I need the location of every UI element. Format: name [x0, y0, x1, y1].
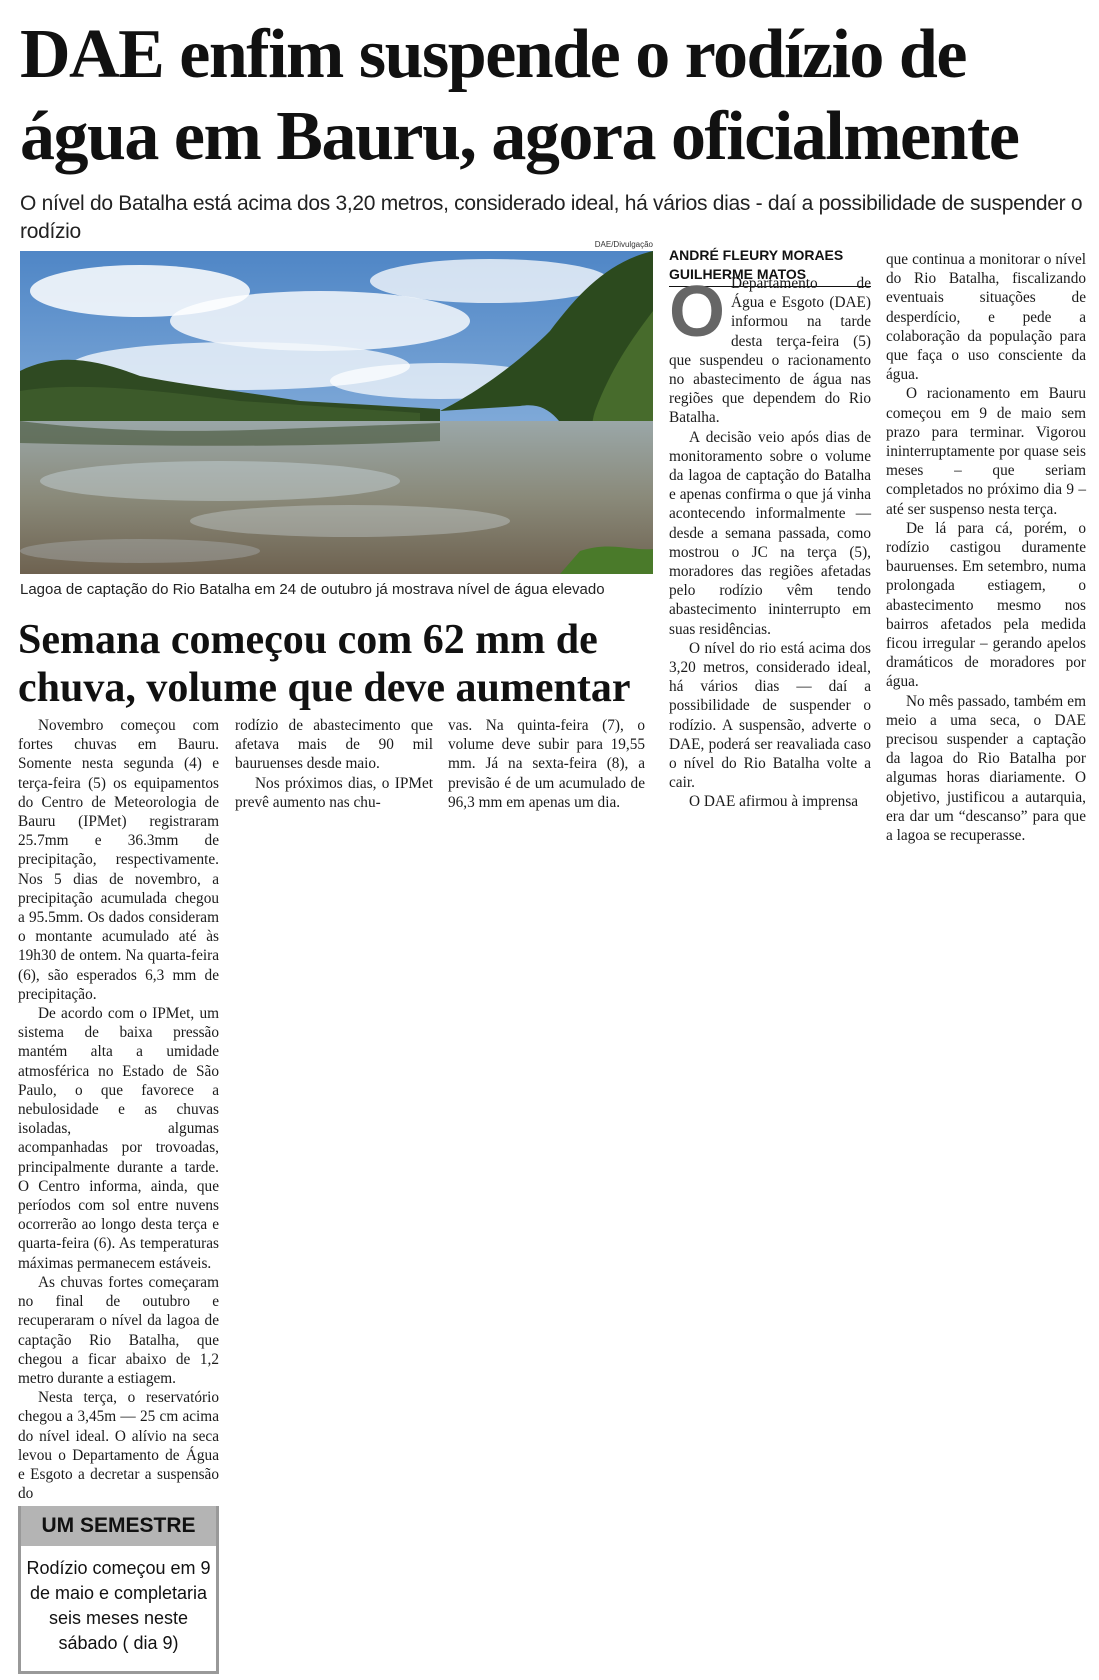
paragraph: O Departamento de Água e Esgoto (DAE) informou na tarde desta terça-feira (5) que suspendeu o racionamento no abastecimento de água nas regiões que dependem do Rio Batalha.: [669, 272, 871, 427]
paragraph: vas. Na quinta-feira (7), o volume deve subir para 19,55 mm. Já na sexta-feira (8), a previsão é de um acumulado de 96,3 mm em apenas um dia.: [448, 717, 645, 811]
byline-author: ANDRÉ FLEURY MORAES: [669, 247, 844, 263]
sidebar-story-column-2: [235, 716, 433, 812]
sidebar-story-column-3: [448, 716, 645, 812]
paragraph: O DAE afirmou à imprensa: [689, 793, 859, 811]
paragraph: rodízio de abastecimento que afetava mais de 90 mil bauruenses desde maio.: [235, 717, 433, 773]
info-box-text: Rodízio começou em 9 de maio e completaria seis meses neste sábado ( dia 9): [26, 1558, 211, 1653]
paragraph: De acordo com o IPMet, um sistema de baixa pressão mantém alta a umidade atmosférica no Estado de São Paulo, o que favorece a nebulosidade e as chuvas isoladas, algumas acompanhadas por trovoadas, principalmente durante a tarde. O Centro informa, ainda, que períodos com sol entre nuvens ocorrerão ao longo desta terça e quarta-feira (6). As temperaturas máximas permanecem estáveis.: [18, 1005, 219, 1272]
headline: DAE enfim suspende o rodízio de água em Bauru, agora oficialmente: [20, 16, 1019, 175]
drop-cap: O: [669, 272, 726, 352]
paragraph: As chuvas fortes começaram no final de outubro e recuperaram o nível da lagoa de captação Rio Batalha, que chegou a ficar abaixo de 1,2 metro durante a estiagem.: [18, 1273, 219, 1387]
paragraph: O nível do rio está acima dos 3,20 metros, considerado ideal, há vários dias — daí a possibilidade de suspender o rodízio. A suspensão, adverte o DAE, poderá ser reavaliada caso o nível do Rio Batalha volte a cair.: [669, 639, 871, 792]
info-box-title: UM SEMESTRE: [21, 1506, 216, 1546]
photo-credit: DAE/Divulgação: [594, 240, 653, 249]
sidebar-story-column-1: [18, 716, 219, 1503]
main-story-column-1: [669, 274, 871, 812]
river-photo-illustration: [20, 251, 653, 574]
paragraph: No mês passado, também em meio a uma seca, o DAE precisou suspender a captação da lagoa do Rio Batalha por algumas horas diariamente. O objetivo, justificou a autarquia, era dar um “descanso” para que a lagoa se recuperasse.: [886, 692, 1086, 845]
paragraph: Nos próximos dias, o IPMet prevê aumento nas chu-: [235, 774, 433, 811]
info-box: [18, 1506, 219, 1674]
paragraph: De lá para cá, porém, o rodízio castigou duramente bauruenses. Em setembro, numa prolongada estiagem, o abastecimento mesmo nos bairros afetados pela medida ficou irregular – gerando apelos dramáticos de moradores por água.: [886, 519, 1086, 691]
paragraph: A decisão veio após dias de monitoramento sobre o volume da lagoa de captação do Batalha e apenas confirma o que já vinha acontecendo informalmente — desde a semana passada, como mostrou o JC na terça (5), moradores das regiões afetadas pelo rodízio vêm tendo abastecimento ininterrupto em suas residências.: [669, 428, 871, 638]
byline-author: GUILHERME MATOS: [669, 266, 807, 282]
paragraph: que continua a monitorar o nível do Rio Batalha, fiscalizando eventuais situações de desperdício, e pede a colaboração da população para que faça o uso consciente da água.: [886, 251, 1086, 384]
main-story-column-2: [886, 250, 1086, 845]
sidebar-story-title: Semana começou com 62 mm de chuva, volume que deve aumentar: [18, 617, 631, 711]
paragraph: O racionamento em Bauru começou em 9 de maio sem prazo para terminar. Vigorou ininterruptamente por quase seis meses – que seriam completados no próximo dia 9 – até ser suspenso nesta terça.: [886, 385, 1086, 518]
paragraph: Novembro começou com fortes chuvas em Bauru. Somente nesta segunda (4) e terça-feira (5) os equipamentos do Centro de Meteorologia de Bauru (IPMet) registraram 25.7mm e 36.3mm de precipitação, respectivamente. Nos 5 dias de novembro, a precipitação acumulada chegou a 95.5mm. Os dados consideram o montante acumulado até às 19h30 de ontem. Na quarta-feira (6), são esperados 6,3 mm de precipitação.: [18, 717, 219, 1003]
subhead: O nível do Batalha está acima dos 3,20 metros, considerado ideal, há vários dias - daí a possibilidade de suspender o rodízio: [20, 192, 1083, 243]
photo-caption: Lagoa de captação do Rio Batalha em 24 de outubro já mostrava nível de água elevado: [20, 581, 605, 598]
river-photo: [20, 251, 653, 574]
paragraph: Nesta terça, o reservatório chegou a 3,45m — 25 cm acima do nível ideal. O alívio na seca levou o Departamento de Água e Esgoto a decretar a suspensão do: [18, 1389, 219, 1503]
